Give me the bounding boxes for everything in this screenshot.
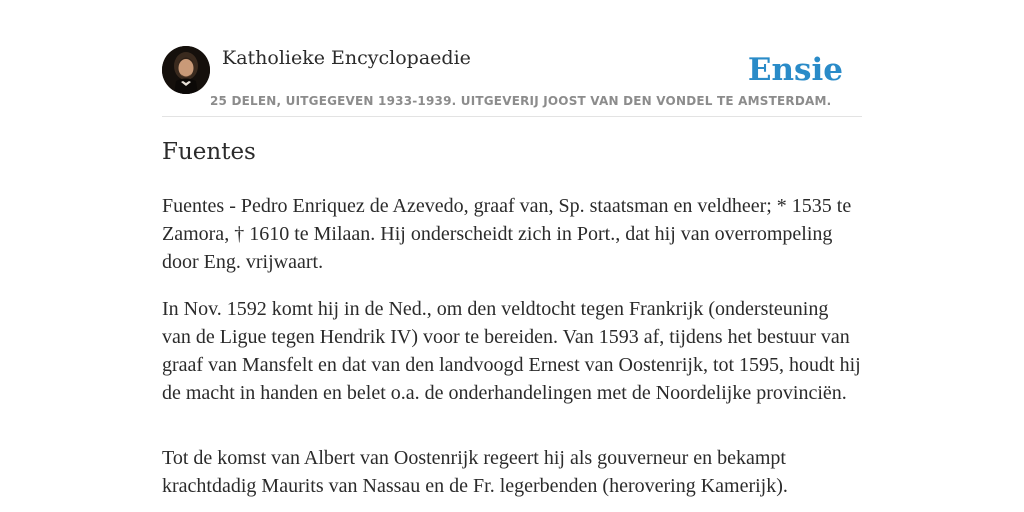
article-paragraph-1: Fuentes - Pedro Enriquez de Azevedo, graaf van, Sp. staatsman en veldheer; * 1535 te Zamora, † 1610 te Milaan. Hij onderscheidt zich in Port., dat hij van overrompeling door Eng. vrijwaart. bbox=[162, 195, 852, 273]
article-paragraph-3: Tot de komst van Albert van Oostenrijk regeert hij als gouverneur en bekampt krachtdadig Maurits van Nassau en de Fr. legerbenden (herovering Kamerijk). bbox=[162, 447, 788, 497]
source-title[interactable]: Katholieke Encyclopaedie bbox=[222, 47, 471, 69]
article-title: Fuentes bbox=[162, 139, 256, 165]
article-body bbox=[162, 192, 862, 512]
article-paragraph-2: In Nov. 1592 komt hij in de Ned., om den veldtocht tegen Frankrijk (ondersteuning van de Ligue tegen Hendrik IV) voor te bereiden. Van 1593 af, tijdens het bestuur van graaf van Mansfelt en dat van den landvoogd Ernest van Oostenrijk, tot 1595, houdt hij de macht in handen en belet o.a. de onderhandelingen met de Noordelijke provinciën. bbox=[162, 298, 861, 404]
source-avatar[interactable] bbox=[162, 46, 210, 94]
source-header bbox=[162, 46, 862, 117]
portrait-avatar-icon bbox=[162, 46, 210, 94]
source-publication-info: 25 DELEN, UITGEGEVEN 1933-1939. UITGEVERIJ JOOST VAN DEN VONDEL TE AMSTERDAM. bbox=[210, 94, 832, 108]
brand-logo-link[interactable]: Ensie bbox=[747, 52, 843, 88]
